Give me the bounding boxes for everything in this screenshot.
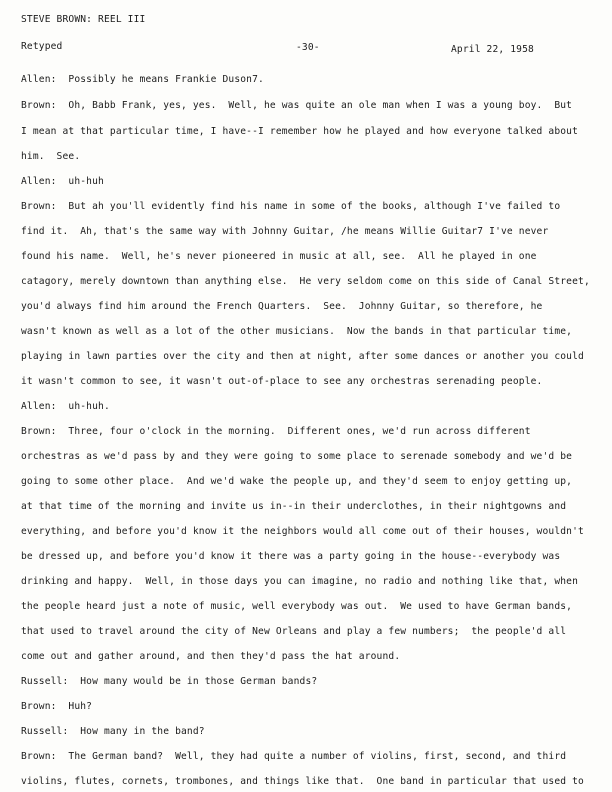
transcript-line: that used to travel around the city of New Orleans and play a few numbers; the people'd all [21, 626, 567, 637]
transcript-line: Brown: Oh, Babb Frank, yes, yes. Well, he was quite an ole man when I was a young boy. But [21, 100, 573, 111]
transcript-line: drinking and happy. Well, in those days you can imagine, no radio and nothing like that, when [21, 576, 579, 587]
transcript-line: playing in lawn parties over the city and then at night, after some dances or another you could [21, 351, 584, 362]
transcript-line: orchestras as we'd pass by and they were going to some place to serenade somebody and we'd be [21, 451, 573, 462]
retyped-label: Retyped [21, 41, 63, 52]
transcript-line: I mean at that particular time, I have--I remember how he played and how everyone talked about [21, 126, 579, 137]
transcript-line: going to some other place. And we'd wake the people up, and they'd seem to enjoy getting up, [21, 476, 573, 487]
transcript-line: Allen: uh-huh [21, 176, 104, 187]
transcript-line: Brown: But ah you'll evidently find his name in some of the books, although I've failed to [21, 201, 561, 212]
transcript-line: Brown: Huh? [21, 701, 93, 712]
transcript-line: catagory, merely downtown than anything else. He very seldom come on this side of Canal Street, [21, 276, 590, 287]
transcript-date: April 22, 1958 [451, 44, 534, 55]
transcript-line: be dressed up, and before you'd know it there was a party going in the house--everybody was [21, 551, 561, 562]
transcript-line: found his name. Well, he's never pioneered in music at all, see. All he played in one [21, 251, 537, 262]
transcript-line: violins, flutes, cornets, trombones, and things like that. One band in particular that used to [21, 776, 584, 787]
transcript-line: come out and gather around, and then they'd pass the hat around. [21, 651, 401, 662]
transcript-line: wasn't known as well as a lot of the other musicians. Now the bands in that particular time, [21, 326, 573, 337]
page-number: -30- [296, 42, 320, 53]
transcript-line: Brown: Three, four o'clock in the morning. Different ones, we'd run across different [21, 426, 531, 437]
transcript-line: the people heard just a note of music, well everybody was out. We used to have German bands, [21, 601, 573, 612]
reel-header: STEVE BROWN: REEL III [21, 14, 146, 25]
transcript-line: Brown: The German band? Well, they had quite a number of violins, first, second, and third [21, 751, 567, 762]
transcript-line: you'd always find him around the French Quarters. See. Johnny Guitar, so therefore, he [21, 301, 543, 312]
transcript-line: Russell: How many would be in those German bands? [21, 676, 318, 687]
transcript-line: everything, and before you'd know it the neighbors would all come out of their houses, wouldn't [21, 526, 584, 537]
transcript-line: find it. Ah, that's the same way with Johnny Guitar, /he means Willie Guitar7 I've never [21, 226, 549, 237]
transcript-line: it wasn't common to see, it wasn't out-of-place to see any orchestras serenading people. [21, 376, 543, 387]
transcript-line: Allen: Possibly he means Frankie Duson7. [21, 74, 264, 85]
transcript-line: him. See. [21, 151, 81, 162]
transcript-line: Russell: How many in the band? [21, 726, 205, 737]
transcript-line: at that time of the morning and invite us in--in their underclothes, in their nightgowns and [21, 501, 567, 512]
transcript-line: Allen: uh-huh. [21, 401, 110, 412]
